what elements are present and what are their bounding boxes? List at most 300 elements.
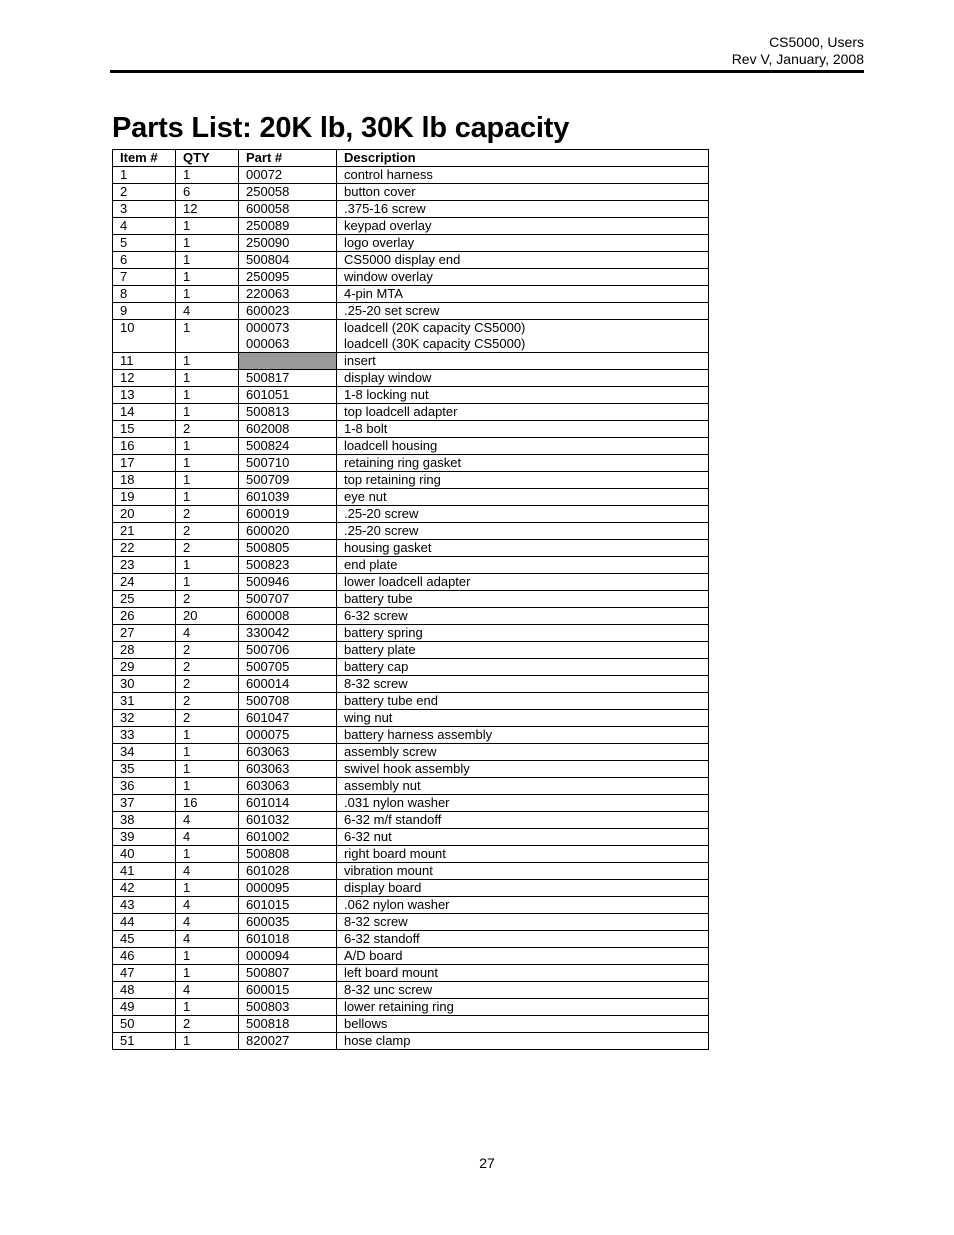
item-cell: 25 [113,591,176,608]
part-number: 250058 [246,184,290,199]
part-number: 500817 [246,370,290,385]
table-row [113,710,709,727]
description-cell [337,948,709,965]
qty-cell: 1 [176,167,239,184]
header-line-2: Rev V, January, 2008 [731,51,864,67]
qty-cell: 4 [176,863,239,880]
item-cell: 44 [113,914,176,931]
table-row [113,489,709,506]
qty-cell: 4 [176,931,239,948]
table-row [113,303,709,320]
description-text: display window [344,370,432,385]
description-cell [337,642,709,659]
table-row [113,506,709,523]
page-header [732,34,864,68]
table-row [113,455,709,472]
header-line-1: CS5000, Users [769,34,864,50]
description-text: end plate [344,557,398,572]
table-row [113,235,709,252]
part-number: 600015 [246,982,290,997]
part-number-cell [239,167,337,184]
qty-cell: 4 [176,303,239,320]
part-number-cell [239,252,337,269]
table-row [113,982,709,999]
qty-cell: 1 [176,489,239,506]
qty-cell: 1 [176,353,239,370]
table-row [113,880,709,897]
item-cell: 11 [113,353,176,370]
part-number-cell [239,574,337,591]
description-text: loadcell (20K capacity CS5000) [344,320,526,335]
part-number-cell [239,303,337,320]
description-text: top retaining ring [344,472,441,487]
qty-cell: 2 [176,676,239,693]
item-cell: 48 [113,982,176,999]
part-number: 000095 [246,880,290,895]
table-row [113,320,709,353]
item-cell: 30 [113,676,176,693]
part-number: 500824 [246,438,290,453]
qty-cell: 2 [176,693,239,710]
part-number-cell [239,370,337,387]
table-row [113,863,709,880]
description-text: .25-20 screw [344,506,419,521]
table-row [113,438,709,455]
item-cell: 51 [113,1033,176,1050]
description-text: .031 nylon washer [344,795,450,810]
part-number-cell [239,235,337,252]
description-text: eye nut [344,489,387,504]
part-number: 500807 [246,965,290,980]
item-cell: 19 [113,489,176,506]
description-text: retaining ring gasket [344,455,462,470]
qty-cell: 1 [176,252,239,269]
description-cell [337,863,709,880]
table-row [113,269,709,286]
description-text: assembly nut [344,778,421,793]
header-rule [110,70,864,73]
description-text: A/D board [344,948,403,963]
description-text: housing gasket [344,540,432,555]
description-text: .375-16 screw [344,201,426,216]
part-number: 250090 [246,235,290,250]
description-cell [337,489,709,506]
part-number: 220063 [246,286,290,301]
item-cell: 14 [113,404,176,421]
part-number-cell [239,387,337,404]
qty-cell: 4 [176,982,239,999]
qty-cell: 1 [176,320,239,353]
qty-cell: 1 [176,744,239,761]
description-cell [337,965,709,982]
part-number-cell [239,761,337,778]
description-text: battery tube end [344,693,438,708]
item-cell: 24 [113,574,176,591]
item-cell: 4 [113,218,176,235]
part-number: 601051 [246,387,290,402]
description-cell [337,167,709,184]
table-row [113,184,709,201]
part-number: 500708 [246,693,290,708]
item-cell: 31 [113,693,176,710]
qty-cell: 1 [176,235,239,252]
description-cell [337,235,709,252]
item-cell: 8 [113,286,176,303]
parts-table [112,149,709,1050]
parts-table-body [113,167,709,1050]
part-number: 500813 [246,404,290,419]
description-cell [337,795,709,812]
part-number-cell [239,269,337,286]
description-text: loadcell (30K capacity CS5000) [344,336,526,351]
description-text: insert [344,353,376,368]
description-text: 6-32 m/f standoff [344,812,442,827]
qty-cell: 1 [176,269,239,286]
part-number-cell [239,829,337,846]
description-cell [337,914,709,931]
qty-cell: 1 [176,727,239,744]
column-header-qty: QTY [176,150,239,167]
part-number: 601018 [246,931,290,946]
part-number-cell [239,523,337,540]
part-number: 330042 [246,625,290,640]
table-row [113,778,709,795]
part-number: 500805 [246,540,290,555]
description-cell [337,557,709,574]
description-cell [337,387,709,404]
part-number: 500804 [246,252,290,267]
page-title: Parts List: 20K lb, 30K lb capacity [112,112,570,144]
description-text: 4-pin MTA [344,286,403,301]
description-text: 8-32 screw [344,676,408,691]
item-cell: 33 [113,727,176,744]
qty-cell: 4 [176,914,239,931]
description-text: CS5000 display end [344,252,461,267]
qty-cell: 16 [176,795,239,812]
part-number: 500808 [246,846,290,861]
description-text: keypad overlay [344,218,432,233]
description-cell [337,472,709,489]
part-number: 601002 [246,829,290,844]
description-cell [337,829,709,846]
item-cell: 26 [113,608,176,625]
part-number-cell [239,404,337,421]
table-row [113,404,709,421]
part-number: 000075 [246,727,290,742]
part-number-cell [239,880,337,897]
description-text: swivel hook assembly [344,761,470,776]
part-number-cell [239,320,337,353]
table-row [113,931,709,948]
part-number-cell [239,727,337,744]
item-cell: 1 [113,167,176,184]
item-cell: 42 [113,880,176,897]
item-cell: 35 [113,761,176,778]
part-number-cell [239,557,337,574]
part-number-cell [239,812,337,829]
part-number-cell [239,795,337,812]
description-text: window overlay [344,269,433,284]
part-number-cell [239,999,337,1016]
part-number: 601032 [246,812,290,827]
qty-cell: 1 [176,472,239,489]
part-number: 600023 [246,303,290,318]
part-number: 602008 [246,421,290,436]
table-row [113,523,709,540]
part-number-cell [239,693,337,710]
description-text: loadcell housing [344,438,438,453]
description-text: assembly screw [344,744,437,759]
part-number: 500707 [246,591,290,606]
description-cell [337,353,709,370]
table-row [113,387,709,404]
table-row [113,472,709,489]
description-text: 8-32 unc screw [344,982,433,997]
item-cell: 22 [113,540,176,557]
part-number: 000094 [246,948,290,963]
part-number: 500710 [246,455,290,470]
part-number: 603063 [246,761,290,776]
description-cell [337,218,709,235]
description-cell [337,574,709,591]
description-cell [337,523,709,540]
part-number-cell [239,1033,337,1050]
item-cell: 39 [113,829,176,846]
qty-cell: 1 [176,999,239,1016]
table-row [113,370,709,387]
description-cell [337,1033,709,1050]
item-cell: 32 [113,710,176,727]
description-text: battery spring [344,625,423,640]
part-number: 601028 [246,863,290,878]
table-row [113,252,709,269]
table-row [113,286,709,303]
description-cell [337,252,709,269]
qty-cell: 2 [176,506,239,523]
part-number-cell [239,201,337,218]
part-number: 250095 [246,269,290,284]
part-number: 600035 [246,914,290,929]
table-row [113,795,709,812]
table-row [113,761,709,778]
description-cell [337,269,709,286]
part-number: 500803 [246,999,290,1014]
item-cell: 9 [113,303,176,320]
description-text: top loadcell adapter [344,404,458,419]
description-cell [337,184,709,201]
part-number: 600058 [246,201,290,216]
description-text: lower retaining ring [344,999,454,1014]
description-text: battery cap [344,659,409,674]
qty-cell: 1 [176,880,239,897]
description-text: bellows [344,1016,388,1031]
qty-cell: 1 [176,948,239,965]
item-cell: 49 [113,999,176,1016]
description-cell [337,982,709,999]
item-cell: 29 [113,659,176,676]
part-number-cell [239,608,337,625]
description-text: left board mount [344,965,438,980]
qty-cell: 1 [176,557,239,574]
qty-cell: 2 [176,642,239,659]
part-number: 250089 [246,218,290,233]
part-number: 500946 [246,574,290,589]
table-row [113,812,709,829]
part-number: 601039 [246,489,290,504]
description-text: vibration mount [344,863,433,878]
item-cell: 37 [113,795,176,812]
part-number: 600008 [246,608,290,623]
part-number: 601014 [246,795,290,810]
item-cell: 40 [113,846,176,863]
description-text: .25-20 set screw [344,303,440,318]
qty-cell: 2 [176,710,239,727]
part-number-cell [239,863,337,880]
description-text: button cover [344,184,416,199]
table-row [113,744,709,761]
item-cell: 20 [113,506,176,523]
part-number-cell [239,676,337,693]
part-number: 820027 [246,1033,290,1048]
description-cell [337,404,709,421]
item-cell: 28 [113,642,176,659]
item-cell: 13 [113,387,176,404]
qty-cell: 2 [176,659,239,676]
table-row [113,897,709,914]
item-cell: 10 [113,320,176,353]
qty-cell: 2 [176,540,239,557]
part-number: 601047 [246,710,290,725]
part-number-cell [239,931,337,948]
qty-cell: 1 [176,387,239,404]
table-row [113,557,709,574]
item-cell: 3 [113,201,176,218]
description-cell [337,608,709,625]
qty-cell: 4 [176,897,239,914]
item-cell: 46 [113,948,176,965]
qty-cell: 1 [176,965,239,982]
table-row [113,421,709,438]
qty-cell: 20 [176,608,239,625]
qty-cell: 1 [176,761,239,778]
table-row [113,676,709,693]
part-number-cell [239,506,337,523]
item-cell: 43 [113,897,176,914]
table-header-row [113,150,709,167]
part-number: 000063 [246,336,290,351]
table-row [113,540,709,557]
qty-cell: 4 [176,829,239,846]
part-number-cell [239,1016,337,1033]
item-cell: 36 [113,778,176,795]
table-row [113,574,709,591]
part-number: 601015 [246,897,290,912]
description-text: lower loadcell adapter [344,574,471,589]
table-row [113,914,709,931]
qty-cell: 1 [176,846,239,863]
description-cell [337,286,709,303]
item-cell: 27 [113,625,176,642]
item-cell: 16 [113,438,176,455]
item-cell: 7 [113,269,176,286]
qty-cell: 4 [176,625,239,642]
part-number-cell [239,965,337,982]
description-cell [337,693,709,710]
qty-cell: 2 [176,1016,239,1033]
description-cell [337,761,709,778]
description-cell [337,880,709,897]
qty-cell: 1 [176,574,239,591]
column-header-item: Item # [113,150,176,167]
part-number-cell [239,897,337,914]
qty-cell: 1 [176,455,239,472]
part-number-cell [239,744,337,761]
part-number-cell [239,659,337,676]
qty-cell: 2 [176,591,239,608]
table-row [113,999,709,1016]
page-number: 27 [479,1155,495,1171]
part-number: 603063 [246,778,290,793]
part-number-cell [239,710,337,727]
part-number-cell [239,421,337,438]
table-row [113,591,709,608]
description-cell [337,320,709,353]
description-text: 1-8 locking nut [344,387,429,402]
part-number-cell [239,982,337,999]
description-cell [337,846,709,863]
part-number-cell [239,472,337,489]
description-text: wing nut [344,710,393,725]
table-row [113,693,709,710]
table-row [113,625,709,642]
description-text: battery harness assembly [344,727,493,742]
table-row [113,829,709,846]
description-cell [337,659,709,676]
part-number: 00072 [246,167,283,182]
item-cell: 6 [113,252,176,269]
qty-cell: 12 [176,201,239,218]
item-cell: 21 [113,523,176,540]
table-row [113,1016,709,1033]
part-number: 600020 [246,523,290,538]
item-cell: 5 [113,235,176,252]
description-text: 6-32 nut [344,829,392,844]
part-number-cell [239,540,337,557]
part-number: 500705 [246,659,290,674]
part-number-cell [239,184,337,201]
item-cell: 12 [113,370,176,387]
part-number: 600014 [246,676,290,691]
item-cell: 50 [113,1016,176,1033]
table-row [113,965,709,982]
table-row [113,218,709,235]
part-number-cell [239,218,337,235]
description-cell [337,744,709,761]
table-row [113,608,709,625]
description-text: 6-32 standoff [344,931,420,946]
description-text: control harness [344,167,433,182]
part-number-cell [239,591,337,608]
part-number-cell [239,642,337,659]
description-cell [337,370,709,387]
description-text: 6-32 screw [344,608,408,623]
part-number-cell [239,778,337,795]
description-cell [337,710,709,727]
qty-cell: 2 [176,421,239,438]
description-cell [337,778,709,795]
column-header-part: Part # [239,150,337,167]
item-cell: 34 [113,744,176,761]
